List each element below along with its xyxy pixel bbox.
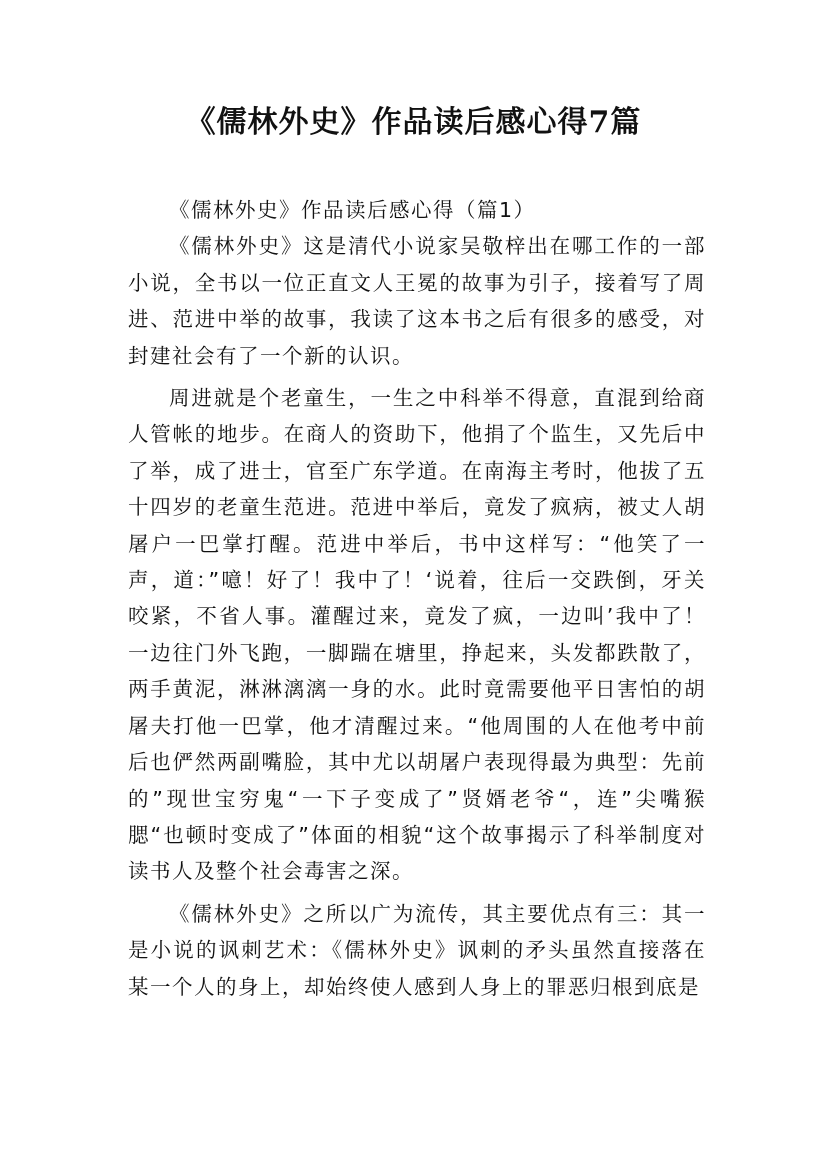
paragraph-merits: 《儒林外史》之所以广为流传，其主要优点有三：其一是小说的讽刺艺术：《儒林外史》讽刺的矛头虽然直接落在某一个人的身上，却始终使人感到人身上的罪恶归根到底是: [128, 901, 706, 999]
section-heading: 《儒林外史》作品读后感心得（篇1）: [169, 198, 536, 222]
document-body: [128, 192, 706, 1005]
paragraph-intro: 《儒林外史》这是清代小说家吴敬梓出在哪工作的一部小说，全书以一位正直文人王冕的故事为引子，接着写了周进、范进中举的故事，我读了这本书之后有很多的感受，对封建社会有了一个新的认识。: [128, 234, 706, 368]
document-title: 《儒林外史》作品读后感心得7篇: [185, 105, 642, 140]
paragraph-zhou-jin-fan-jin: 周进就是个老童生，一生之中科举不得意，直混到给商人管帐的地步。在商人的资助下，他捐了个监生，又先后中了举，成了进士，官至广东学道。在南海主考时，他拔了五十四岁的老童生范进。范进中举后，竟发了疯病，被丈人胡屠户一巴掌打醒。范进中举后，书中这样写：“他笑了一声，道：”噫！好了！我中了！‘说着，往后一交跌倒，牙关咬紧，不省人事。灌醒过来，竟发了疯，一边叫’我中了！一边往门外飞跑，一脚踹在塘里，挣起来，头发都跌散了，两手黄泥，淋淋漓漓一身的水。此时竟需要他平日害怕的胡屠夫打他一巴掌，他才清醒过来。“他周围的人在他考中前后也俨然两副嘴脸，其中尤以胡屠户表现得最为典型：先前的”现世宝穷鬼“一下子变成了”贤婿老爷“，连”尖嘴猴腮“也顿时变成了”体面的相貌“这个故事揭示了科举制度对读书人及整个社会毒害之深。: [128, 386, 706, 884]
